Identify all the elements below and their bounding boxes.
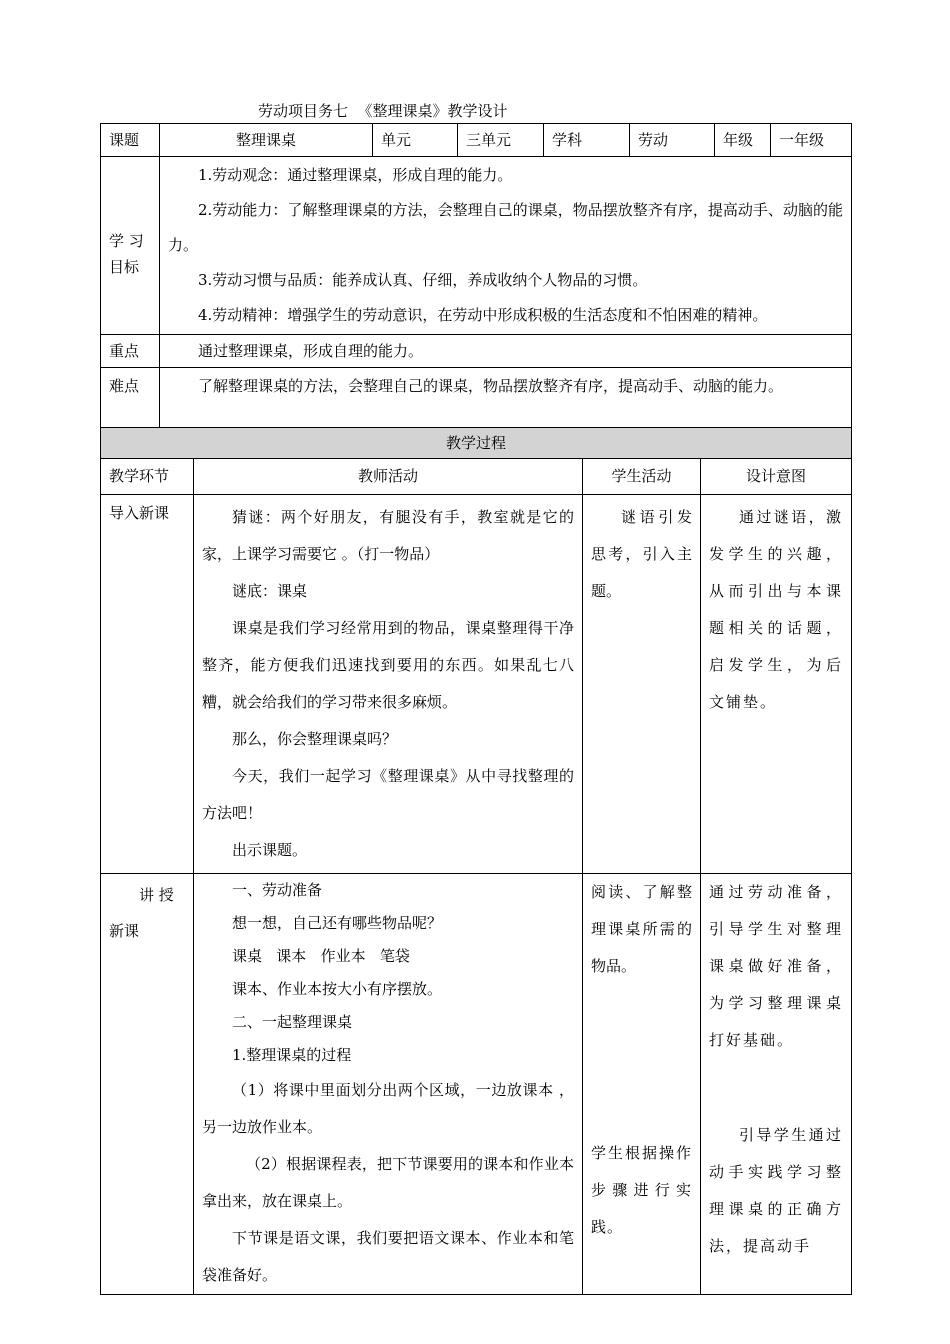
student-paragraph: 阅读、了解整理课桌所需的物品。 (591, 883, 692, 975)
goal-item: 1.劳动观念：通过整理课桌，形成自理的能力。 (198, 166, 513, 184)
key-point-label: 重点 (101, 335, 160, 368)
teacher-paragraph: 那么，你会整理课桌吗？ (232, 730, 398, 748)
label-subject: 学科 (544, 124, 630, 157)
header-student: 学生活动 (583, 459, 701, 495)
key-point-text: 通过整理课桌，形成自理的能力。 (160, 335, 852, 368)
intent-paragraph: 通过劳动准备，引导学生对整理课桌做好准备，为学习整理课桌打好基础。 (709, 883, 844, 1049)
goals-row (101, 157, 852, 335)
key-point-row (101, 335, 852, 368)
process-row-intro (101, 495, 852, 874)
header-intent: 设计意图 (701, 459, 852, 495)
lesson-info-table (100, 123, 852, 441)
teacher-paragraph: 谜底：课桌 (232, 582, 308, 600)
header-teacher: 教师活动 (194, 459, 583, 495)
label-topic: 课题 (101, 124, 160, 157)
teacher-paragraph: 出示课题。 (232, 841, 308, 859)
document-title: 劳动项目务七 《整理课桌》教学设计 (258, 102, 508, 120)
teacher-activity-intro (194, 495, 583, 874)
teacher-paragraph: 课桌 课本 作业本 笔袋 (232, 947, 410, 965)
process-banner: 教学过程 (101, 428, 852, 459)
student-activity-intro (583, 495, 701, 874)
design-intent-new (701, 874, 852, 1295)
teacher-paragraph: 猜谜：两个好朋友，有腿没有手，教室就是它的家，上课学习需要它 。（打一物品） (202, 508, 574, 563)
stage-new: 讲 授 新课 (101, 874, 194, 1295)
process-header-row (101, 459, 852, 495)
goal-item: 2.劳动能力：了解整理课桌的方法，会整理自己的课桌，物品摆放整齐有序，提高动手、动脑的能力。 (168, 201, 843, 254)
grade-value: 一年级 (771, 124, 852, 157)
process-row-new (101, 874, 852, 1295)
student-activity-new (583, 874, 701, 1295)
unit-value: 三单元 (458, 124, 544, 157)
teaching-process-table (100, 427, 852, 1295)
topic-value: 整理课桌 (160, 124, 373, 157)
teacher-paragraph: 课本、作业本按大小有序摆放。 (232, 980, 443, 998)
label-unit: 单元 (373, 124, 458, 157)
stage-intro: 导入新课 (101, 495, 194, 874)
subject-value: 劳动 (630, 124, 715, 157)
student-paragraph: 谜语引发思考，引入主题。 (591, 508, 692, 600)
banner-row (101, 428, 852, 459)
teacher-paragraph: 课桌是我们学习经常用到的物品，课桌整理得干净整齐，能方便我们迅速找到要用的东西。如果乱七八糟，就会给我们的学习带来很多麻烦。 (202, 619, 574, 711)
teacher-paragraph: 1.整理课桌的过程 (232, 1046, 352, 1064)
intent-paragraph: 通过谜语，激发学生的兴趣，从而引出与本课题相关的话题，启发学生，为后文铺垫。 (709, 508, 844, 711)
teacher-paragraph: 下节课是语文课，我们要把语文课本、作业本和笔袋准备好。 (202, 1229, 574, 1284)
teacher-paragraph: 一、劳动准备 (232, 881, 323, 899)
goals-content (160, 157, 852, 335)
teacher-paragraph: （2）根据课程表，把下节课要用的课本和作业本拿出来，放在课桌上。 (202, 1155, 574, 1210)
teacher-paragraph: 二、一起整理课桌 (232, 1013, 353, 1031)
goals-label: 学 习 目标 (101, 157, 160, 335)
design-intent-intro (701, 495, 852, 874)
student-paragraph: 学生根据操作步骤进行实践。 (591, 1144, 692, 1236)
difficulty-label: 难点 (101, 368, 160, 441)
goal-item: 4.劳动精神：增强学生的劳动意识，在劳动中形成积极的生活态度和不怕困难的精神。 (198, 306, 768, 324)
header-row (101, 124, 852, 157)
teacher-paragraph: （1）将课中里面划分出两个区域，一边放课本 ，另一边放作业本。 (202, 1081, 574, 1136)
teacher-paragraph: 想一想，自己还有哪些物品呢？ (232, 914, 443, 932)
difficulty-text: 了解整理课桌的方法，会整理自己的课桌，物品摆放整齐有序，提高动手、动脑的能力。 (198, 377, 784, 395)
intent-paragraph: 引导学生通过动手实践学习整理课桌的正确方法，提高动手 (709, 1126, 844, 1255)
header-stage: 教学环节 (101, 459, 194, 495)
teacher-paragraph: 今天，我们一起学习《整理课桌》从中寻找整理的方法吧！ (202, 767, 574, 822)
goal-item: 3.劳动习惯与品质：能养成认真、仔细，养成收纳个人物品的习惯。 (198, 271, 648, 289)
teacher-activity-new (194, 874, 583, 1295)
label-grade: 年级 (715, 124, 771, 157)
